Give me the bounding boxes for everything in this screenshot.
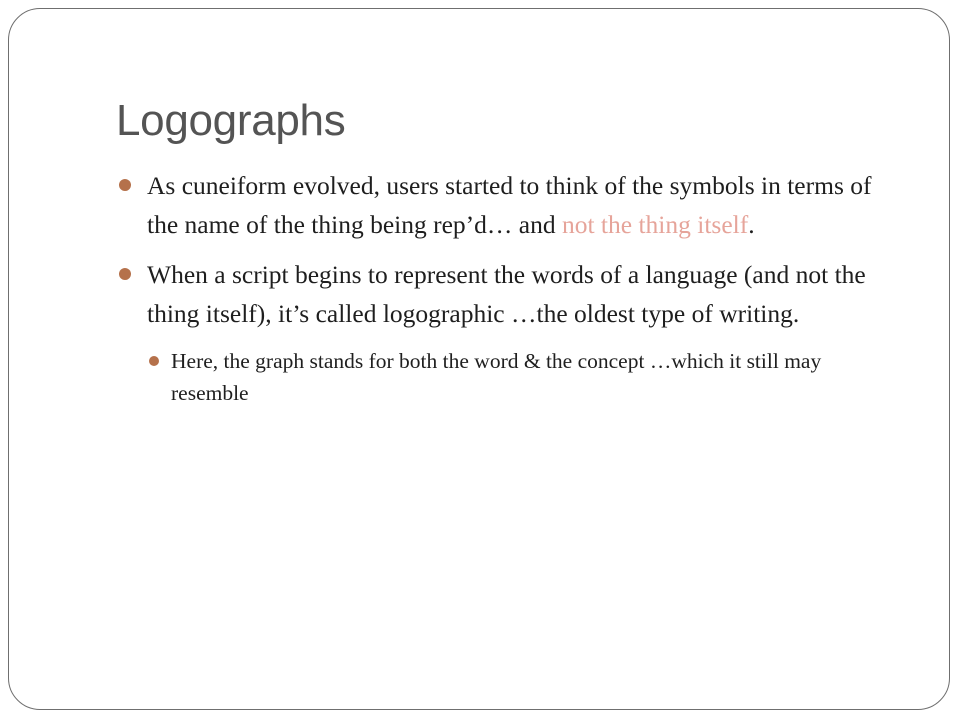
- bullet-item: [113, 167, 903, 244]
- sub-bullet-item: [137, 345, 903, 409]
- bullet-dot-icon: [119, 179, 131, 191]
- bullet-dot-icon: [119, 268, 131, 280]
- sub-bullet-text: Here, the graph stands for both the word & the concept …which it still may resemble: [171, 349, 822, 405]
- highlighted-phrase: not the thing itself: [561, 209, 749, 239]
- bullet-item: [113, 256, 903, 333]
- bullet-text: As cuneiform evolved, users started to think of the symbols in terms of the name of the thing being rep’d… and: [147, 171, 872, 239]
- slide-frame: [8, 8, 950, 710]
- bullet-text-end: .: [748, 209, 755, 239]
- sub-bullet-dot-icon: [149, 356, 159, 366]
- bullet-text: When a script begins to represent the words of a language (and not the thing itself), it’s called logographic …the oldest type of writing.: [147, 260, 866, 328]
- slide-body: [113, 167, 903, 409]
- slide-title: Logographs: [116, 96, 346, 145]
